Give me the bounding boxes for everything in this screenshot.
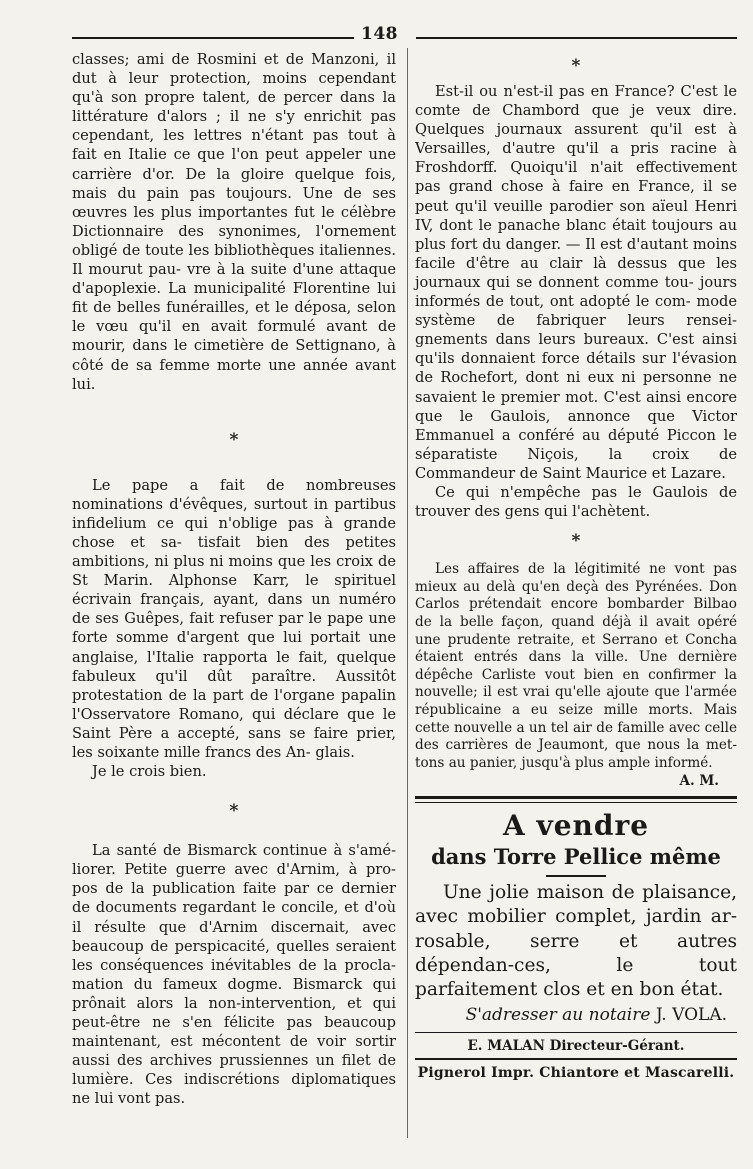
page-number: 148 (361, 24, 398, 44)
article-bismarck: La santé de Bismarck continue à s'amé- liorer. Petite guerre avec d'Arnim, à pro- pos de la publication faite par ce dernier de documents regardant le concile, et d'où il résulte que d'Arnim discernait, avec beaucoup de perspicacité, quelles seraient les conséquences inévitables de la procla- mation du fameux dogme. Bismarck qui prônait alors la non-intervention, et qui peut-être ne s'en félicite pas beaucoup maintenant, est mécontent de voir sortir aussi des archives prussiennes un filet de lumière. Ces indiscrétions diplomatiques ne lui vont pas. (72, 842, 396, 1108)
author-signature: A. M. (679, 773, 719, 790)
advert-title: A vendre (502, 809, 650, 843)
section-separator: * (229, 801, 239, 822)
advert-contact-name: J. VOLA. (655, 1005, 727, 1026)
page-header (72, 18, 737, 48)
advertisement (415, 809, 737, 1028)
section-separator: * (571, 56, 581, 76)
advert-top-rule (415, 796, 737, 803)
article-legitimite: Les affaires de la légitimité ne vont pas mieux au delà qu'en deçà des Pyrénées. Don Carlos prétendait encore bombarder Bilbao de la belle façon, quand déjà il avait opéré une prudente retraite, et Serrano et Concha étaient entrés dans la ville. Une dernière dépêche Carliste vout bien en confirmer la nouvelle; il est vrai qu'elle ajoute que l'armée républicaine a eu seize mille morts. Mais cette nouvelle a un tel air de famille avec celle des carrières de Jeaumont, que nous la met- tons au panier, jusqu'à plus ample informé. (415, 561, 738, 771)
left-column (72, 50, 396, 1109)
advert-contact (415, 1002, 737, 1028)
advert-subtitle: dans Torre Pellice même (431, 844, 721, 870)
footer-rule (415, 1032, 737, 1033)
article-rosmini: classes; ami de Rosmini et de Manzoni, il dut à leur protection, moins cependant qu'à son propre talent, de percer dans la littérature d'alors ; il ne s'y enrichit pas cependant, les lettres n'étant pas tout à fait en Italie ce que l'on peut appeler une carrière d'or. De la gloire quelque fois, mais du pain pas toujours. Une de ses œuvres les plus importantes fut le célèbre Dictionnaire des synonimes, l'ornement obligé de toute les bibliothèques italiennes. Il mourut pau- vre à la suite d'une attaque d'apoplexie. La municipalité Florentine lui fit de belles funérailles, et le déposa, selon le vœu qu'il en avait formulé avant de mourir, dans le cimetière de Settignano, à côté de sa femme morte une année avant lui. (72, 51, 397, 393)
advert-short-rule (546, 875, 606, 877)
article-crois: Je le crois bien. (92, 763, 207, 781)
section-separator: * (571, 531, 581, 552)
article-chambord: Est-il ou n'est-il pas en France? C'est le comte de Chambord que je veux dire. Quelques journaux assurent qu'il est à Versailles, d'autre qu'il a pris racine à Froshdorff. Quoiqu'il n'ait effectivement pas grand chose à faire en France, il se peut qu'il veuille parodier son aïeul Henri IV, dont le panache blanc était toujours au plus fort du danger. — Il est d'autant moins facile d'être au clair là dessus que les journaux qui se donnent comme tou- jours informés de tout, ont adopté le com- mode système de fabriquer leurs rensei- gnements dans leurs bureaux. C'est ainsi qu'ils donnaient force détails sur l'évasion de Rochefort, dont ni eux ni personne ne savaient le premier mot. C'est ainsi encore que le Gaulois, annonce que Victor Emmanuel a conféré au député Piccon le séparatiste Niçois, la croix de Commandeur de Saint Maurice et Lazare. (415, 83, 738, 482)
advert-body: Une jolie maison de plaisance, avec mobilier complet, jardin ar-rosable, serre et autres dépendan-ces, le tout parfaitement clos et en bon état. (415, 882, 737, 1001)
right-column (415, 50, 737, 1083)
printer-line: Pignerol Impr. Chiantore et Mascarelli. (417, 1065, 735, 1082)
article-gaulois: Ce qui n'empêche pas le Gaulois de trouver des gens qui l'achètent. (415, 483, 737, 521)
article-pape: Le pape a fait de nombreuses nominations d'évêques, surtout in partibus infidelium ce qui n'oblige pas à grande chose et sa- tisfait bien des petites ambitions, ni plus ni moins que les croix de St Marin. Alphonse Karr, le spirituel écrivain français, ayant, dans un numéro de ses Guêpes, fait refuser par le pape une forte somme d'argent que lui portait une anglaise, l'Italie rapporta le fait, quelque fabuleux qu'il dût paraître. Aussitôt protestation de la part de l'organe papalin l'Osservatore Romano, qui déclare que le Saint Père a accepté, sans se faire prier, les soixante mille francs des An- glais. (72, 476, 397, 761)
header-rule-right (416, 37, 737, 39)
advert-contact-prefix: S'adresser au notaire (465, 1005, 651, 1026)
column-divider (407, 48, 408, 1138)
section-separator: * (229, 429, 239, 450)
printer-rule (415, 1058, 737, 1060)
director-line: E. MALAN Directeur-Gérant. (467, 1038, 685, 1055)
header-rule-left (72, 37, 354, 39)
